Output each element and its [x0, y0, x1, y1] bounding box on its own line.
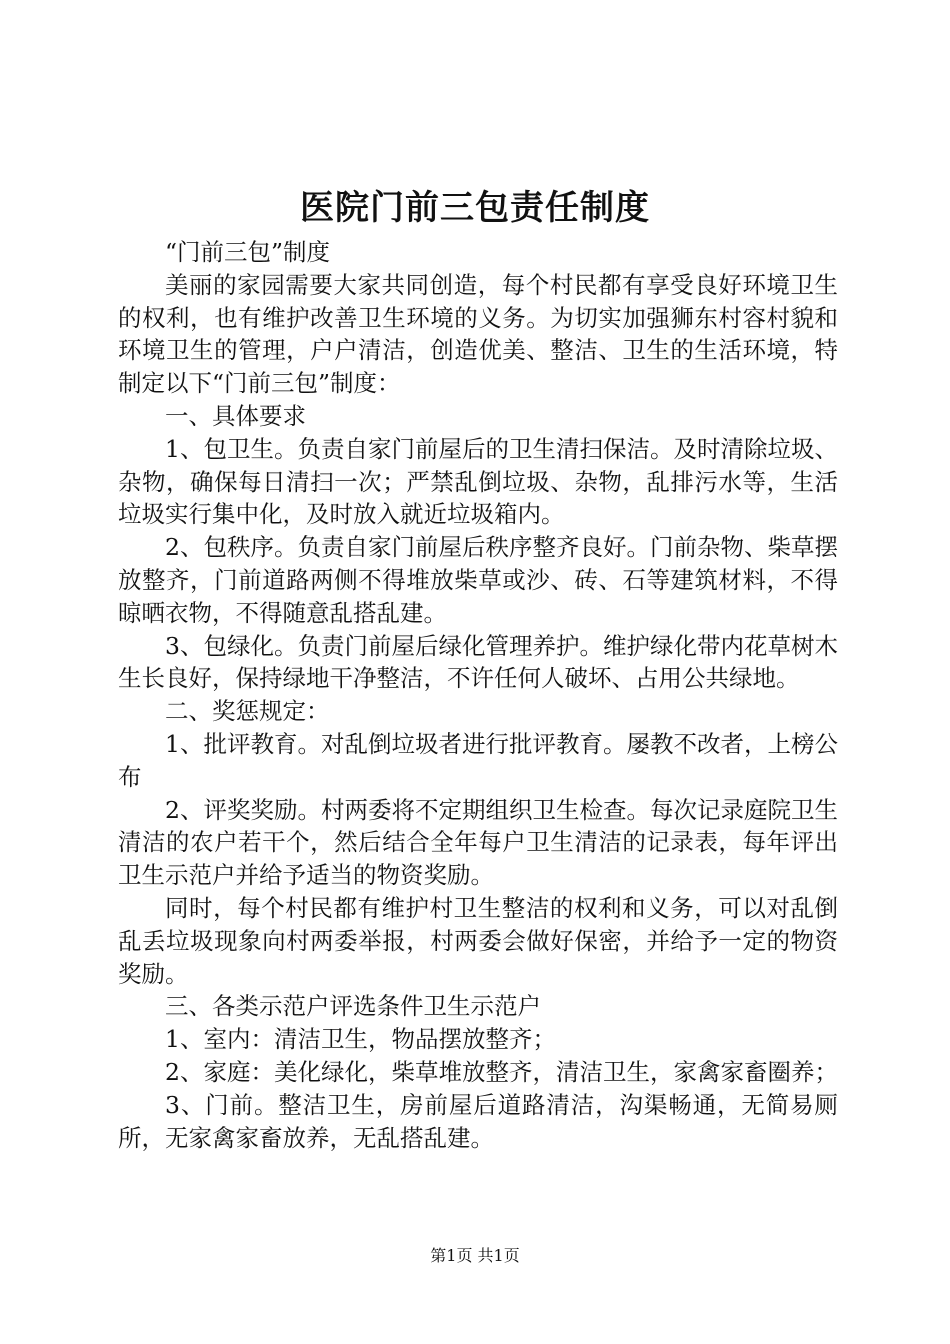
- document-body: [118, 236, 838, 1154]
- paragraph: 1、室内：清洁卫生，物品摆放整齐；: [165, 1025, 556, 1054]
- paragraph: 3、门前。整洁卫生，房前屋后道路清洁，沟渠畅通，无简易厕所，无家禽家畜放养，无乱搭乱建。: [118, 1090, 838, 1152]
- document-title: 医院门前三包责任制度: [300, 188, 650, 228]
- paragraph: 3、包绿化。负责门前屋后绿化管理养护。维护绿化带内花草树木生长良好，保持绿地干净整洁，不许任何人破坏、占用公共绿地。: [118, 631, 838, 693]
- section-heading: 一、具体要求: [165, 401, 306, 430]
- page-number: 第1页 共1页: [430, 1246, 520, 1265]
- paragraph: 美丽的家园需要大家共同创造，每个村民都有享受良好环境卫生的权利，也有维护改善卫生环境的义务。为切实加强狮东村容村貌和环境卫生的管理，户户清洁，创造优美、整洁、卫生的生活环境，特制定以下“门前三包”制度：: [118, 270, 838, 398]
- paragraph: 1、包卫生。负责自家门前屋后的卫生清扫保洁。及时清除垃圾、杂物，确保每日清扫一次；严禁乱倒垃圾、杂物，乱排污水等，生活垃圾实行集中化，及时放入就近垃圾箱内。: [118, 434, 838, 529]
- paragraph: 2、评奖奖励。村两委将不定期组织卫生检查。每次记录庭院卫生清洁的农户若干个，然后结合全年每户卫生清洁的记录表，每年评出卫生示范户并给予适当的物资奖励。: [118, 795, 838, 890]
- paragraph: 2、包秩序。负责自家门前屋后秩序整齐良好。门前杂物、柴草摆放整齐，门前道路两侧不得堆放柴草或沙、砖、石等建筑材料，不得晾晒衣物，不得随意乱搭乱建。: [118, 533, 838, 627]
- paragraph: “门前三包”制度: [165, 238, 331, 266]
- paragraph: 2、家庭：美化绿化，柴草堆放整齐，清洁卫生，家禽家畜圈养；: [165, 1057, 838, 1086]
- paragraph: 1、批评教育。对乱倒垃圾者进行批评教育。屡教不改者，上榜公布: [118, 729, 838, 791]
- section-heading: 二、奖惩规定：: [165, 697, 330, 726]
- paragraph: 同时，每个村民都有维护村卫生整洁的权利和义务，可以对乱倒乱丢垃圾现象向村两委举报，村两委会做好保密，并给予一定的物资奖励。: [118, 893, 838, 988]
- section-heading: 三、各类示范户评选条件卫生示范户: [165, 992, 541, 1021]
